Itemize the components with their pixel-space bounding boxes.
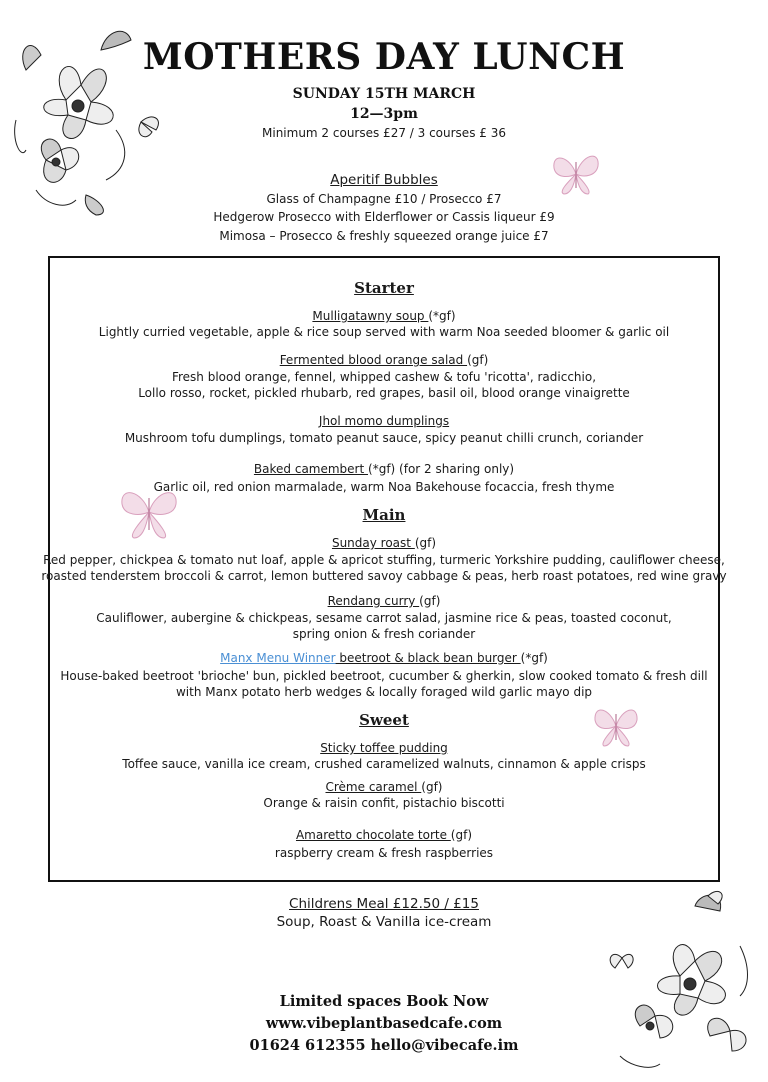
page-title: MOTHERS DAY LUNCH	[142, 36, 626, 78]
dish-description: raspberry cream & fresh raspberries	[274, 846, 494, 860]
dish-description: Red pepper, chickpea & tomato nut loaf, apple & apricot stuffing, turmeric Yorkshire pudding, cauliflower cheese,	[43, 553, 725, 567]
starter-heading: Starter	[354, 279, 414, 297]
dish-name: Crème caramel (gf)	[325, 780, 443, 794]
dish-name: Baked camembert (*gf) (for 2 sharing only)	[253, 462, 515, 476]
dish-description: Orange & raisin confit, pistachio biscotti	[263, 796, 505, 810]
event-date: SUNDAY 15TH MARCH	[292, 86, 476, 102]
dish-name: Sticky toffee pudding	[320, 741, 448, 755]
dish-name: Amaretto chocolate torte (gf)	[295, 828, 473, 842]
dish-description: with Manx potato herb wedges & locally foraged wild garlic mayo dip	[175, 685, 593, 699]
aperitif-heading: Aperitif Bubbles	[330, 172, 438, 188]
dish-description: roasted tenderstem broccoli & carrot, lemon buttered savoy cabbage & peas, herb roast potatoes, red wine gravy	[41, 569, 727, 583]
aperitif-line: Mimosa – Prosecco & freshly squeezed orange juice £7	[219, 229, 549, 243]
dish-description: Fresh blood orange, fennel, whipped cashew & tofu 'ricotta', radicchio,	[171, 370, 597, 384]
dish-description: House-baked beetroot 'brioche' bun, pickled beetroot, cucumber & gherkin, slow cooked tomato & fresh dill	[60, 669, 708, 683]
dish-description: Toffee sauce, vanilla ice cream, crushed caramelized walnuts, cinnamon & apple crisps	[122, 757, 646, 771]
manx-menu-winner-link[interactable]: Manx Menu Winner	[220, 651, 336, 665]
minimum-courses-price: Minimum 2 courses £27 / 3 courses £ 36	[262, 126, 506, 140]
dish-name: Jhol momo dumplings	[318, 414, 450, 428]
aperitif-line: Hedgerow Prosecco with Elderflower or Cassis liqueur £9	[213, 210, 555, 224]
website-link[interactable]: www.vibeplantbasedcafe.com	[265, 1015, 503, 1032]
dish-name: Fermented blood orange salad (gf)	[279, 353, 489, 367]
main-heading: Main	[362, 506, 406, 524]
dish-name: Mulligatawny soup (*gf)	[312, 309, 456, 323]
event-time: 12—3pm	[350, 106, 418, 122]
contact-line[interactable]: 01624 612355 hello@vibecafe.im	[249, 1037, 519, 1054]
childrens-meal-heading: Childrens Meal £12.50 / £15	[289, 896, 479, 912]
dish-name: Rendang curry (gf)	[327, 594, 441, 608]
dish-description: spring onion & fresh coriander	[292, 627, 476, 641]
dish-description: Lollo rosso, rocket, pickled rhubarb, red grapes, basil oil, blood orange vinaigrette	[138, 386, 630, 400]
dish-description: Lightly curried vegetable, apple & rice soup served with warm Noa seeded bloomer & garlic oil	[98, 325, 670, 339]
childrens-meal-description: Soup, Roast & Vanilla ice-cream	[276, 914, 492, 930]
dish-name: Sunday roast (gf)	[331, 536, 437, 550]
dish-description: Cauliflower, aubergine & chickpeas, sesame carrot salad, jasmine rice & peas, toasted coconut,	[96, 611, 672, 625]
dish-name: Manx Menu Winner beetroot & black bean burger (*gf)	[220, 651, 548, 665]
dish-description: Mushroom tofu dumplings, tomato peanut sauce, spicy peanut chilli crunch, coriander	[124, 431, 644, 445]
dish-description: Garlic oil, red onion marmalade, warm Noa Bakehouse focaccia, fresh thyme	[153, 480, 615, 494]
sweet-heading: Sweet	[359, 711, 409, 729]
booking-call-to-action: Limited spaces Book Now	[279, 993, 489, 1010]
aperitif-line: Glass of Champagne £10 / Prosecco £7	[266, 192, 502, 206]
